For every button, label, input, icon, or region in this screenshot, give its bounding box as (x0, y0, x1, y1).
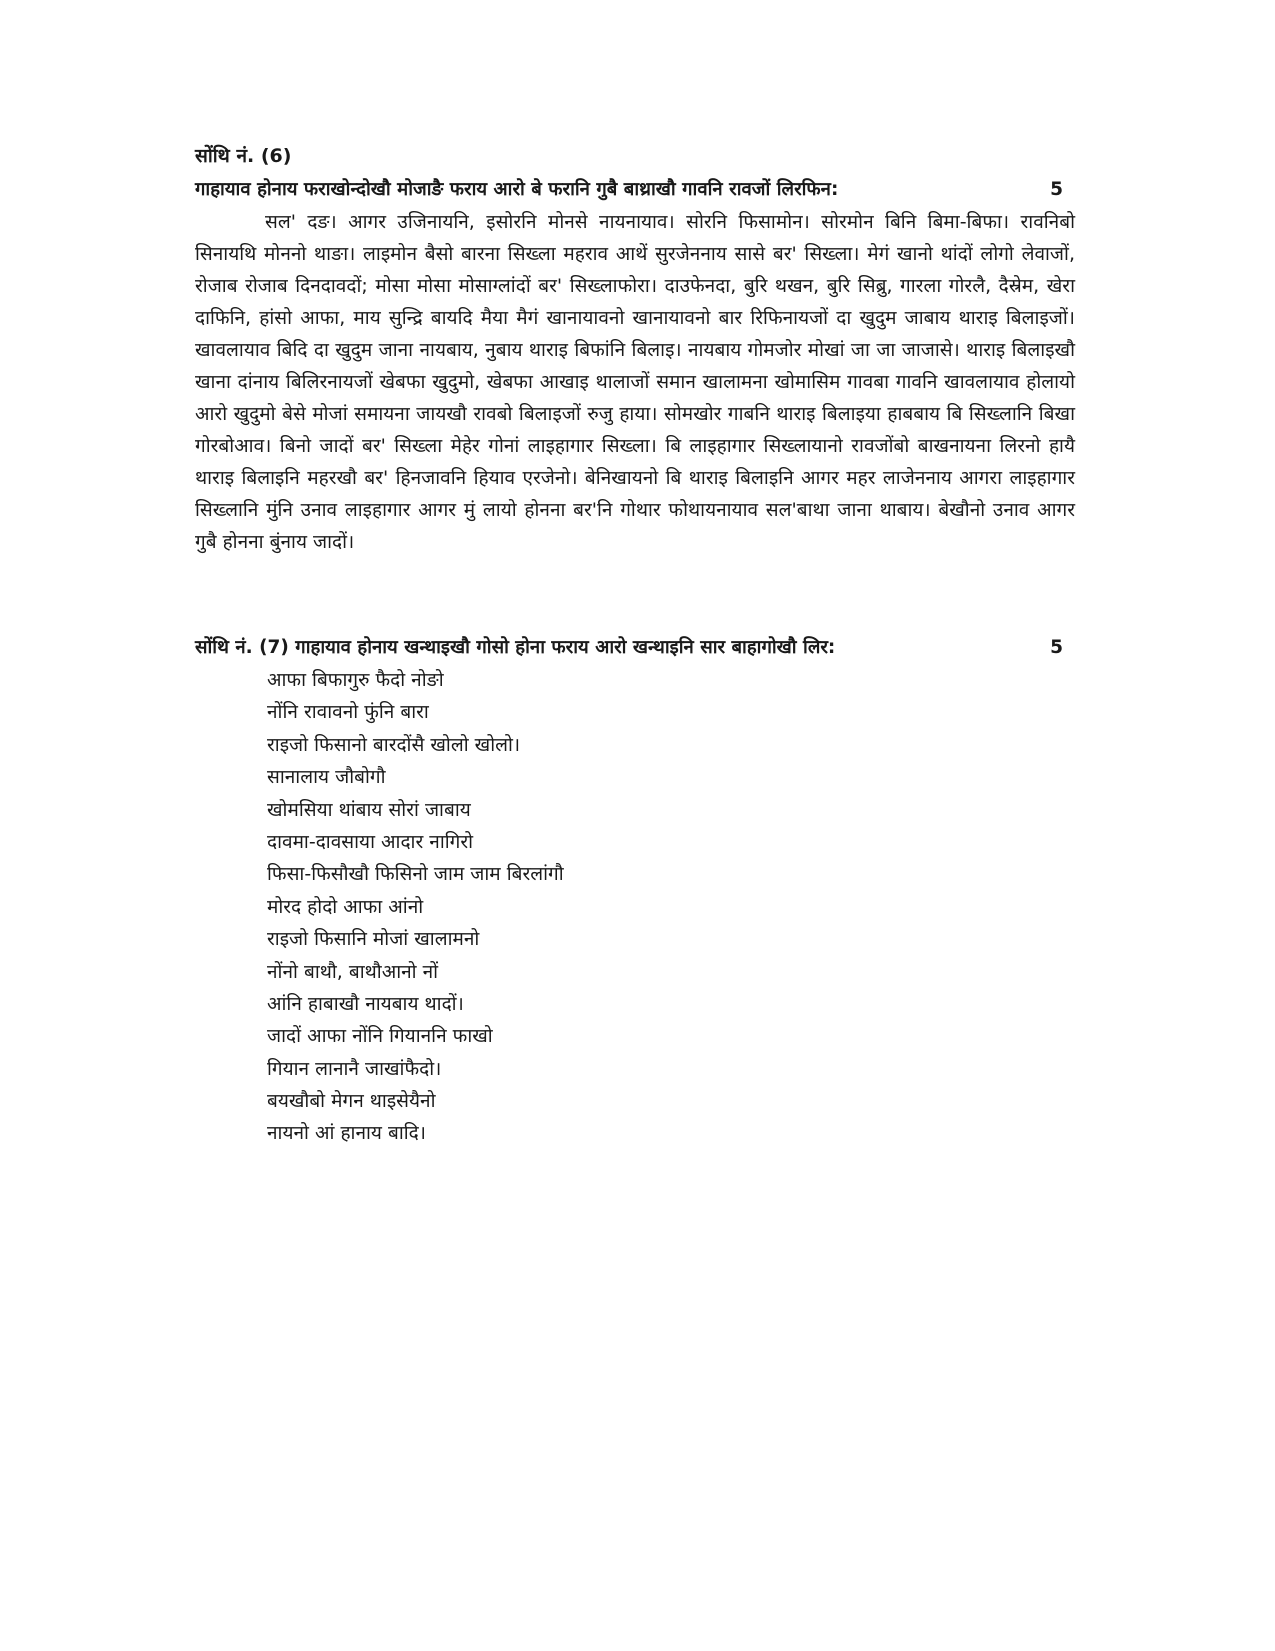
poem-line: आफा बिफागुरु फैदो नोङो (267, 669, 444, 691)
poem-line: आंनि हाबाखौ नायबाय थादों। (267, 992, 464, 1015)
poem-line: बयखौबो मेगन थाइसेयैनो (267, 1090, 436, 1113)
poem-line: नायनो आं हानाय बादि। (267, 1122, 426, 1145)
question-7-marks: 5 (1050, 637, 1063, 658)
question-6-passage: सल' दङ। आगर उजिनायनि, इसोरनि मोनसे नायनायाव। सोरनि फिसामोन। सोरमोन बिनि बिमा-बिफा। रावनिबो सिनायथि मोननो थाङा। लाइमोन बैसो बारना सिख्ला महराव आथें सुरजेननाय सासे बर' सिख्ला। मेगं खानो थांदों लोगो लेवाजों, रोजाब रोजाब दिनदावदों; मोसा मोसा मोसाग्लांदों बर' सिख्लाफोरा। दाउफेनदा, बुरि थखन, बुरि सिब्रु, गारला गोरलै, दैस्रेम, खेरा दाफिनि, हांसो आफा, माय सुन्द्रि बायदि मैया मैगं खानायावनो खानायावनो बार रिफिनायजों दा खुदुम जाबाय थाराइ बिलाइजों। खावलायाव बिदि दा खुदुम जाना नायबाय, नुबाय थाराइ बिफांनि बिलाइ। नायबाय गोमजोर मोखां जा जा जाजासे। थाराइ बिलाइखौ खाना दांनाय बिलिरनायजों खेबफा खुदुमो, खेबफा आखाइ थालाजों समान खालामना खोमासिम गावबा गावनि खावलायाव होलायो आरो खुदुमो बेसे मोजां समायना जायखौ रावबो बिलाइजों रुजु हाया। सोमखोर गाबनि थाराइ बिलाइया हाबबाय बि सिख्लानि बिखा गोरबोआव। बिनो जादों बर' सिख्ला मेहेर गोनां लाइहागार सिख्ला। बि लाइहागार सिख्लायानो रावजोंबो बाखनायना लिरनो हायै थाराइ बिलाइनि महरखौ बर' हिनजावनि हियाव एरजेनो। बेनिखायनो बि थाराइ बिलाइनि आगर महर लाजेननाय आगरा लाइहागार सिख्लानि मुंनि उनाव लाइहागार आगर मुं लायो होनना बर'नि गोथार फोथायनायाव सल'बाथा जाना थाबाय। बेखौनो उनाव आगर गुबै होनना बुंनाय जादों। (195, 211, 1076, 553)
poem-line: सानालाय जौबोगौ (267, 766, 386, 789)
question-6-label: सोंथि नं. (6) (195, 145, 292, 167)
poem-line: राइजो फिसानो बारदोंसै खोलो खोलो। (267, 733, 521, 756)
question-7-instruction-row (195, 635, 1075, 661)
poem-line: नोंनि रावावनो फुंनि बारा (267, 701, 429, 724)
poem-line: दावमा-दावसाया आदार नागिरो (267, 830, 474, 853)
poem-line: राइजो फिसानि मोजां खालामनो (267, 928, 480, 951)
poem-line: खोमसिया थांबाय सोरां जाबाय (267, 798, 471, 821)
question-6-instruction: गाहायाव होनाय फराखोन्दोखौ मोजाङै फराय आरो बे फरानि गुबै बाथ्राखौ गावनि रावजों लिरफिन: (195, 179, 839, 200)
question-6-marks: 5 (1050, 179, 1063, 200)
question-7-instruction: सोंथि नं. (7) गाहायाव होनाय खन्थाइखौ गोसो होना फराय आरो खन्थाइनि सार बाहागोखौ लिर: (195, 637, 836, 658)
poem-line: गियान लानानै जाखांफैदो। (267, 1057, 442, 1080)
question-6-instruction-row (195, 177, 1075, 203)
poem-line: मोरद होदो आफा आंनो (267, 895, 424, 918)
poem-line: नोंनो बाथौ, बाथौआनो नों (267, 960, 439, 983)
poem-line: जादों आफा नोंनि गियाननि फाखो (267, 1025, 493, 1048)
poem-line: फिसा-फिसौखौ फिसिनो जाम जाम बिरलांगौ (267, 863, 564, 886)
question-7-poem (267, 664, 564, 1150)
